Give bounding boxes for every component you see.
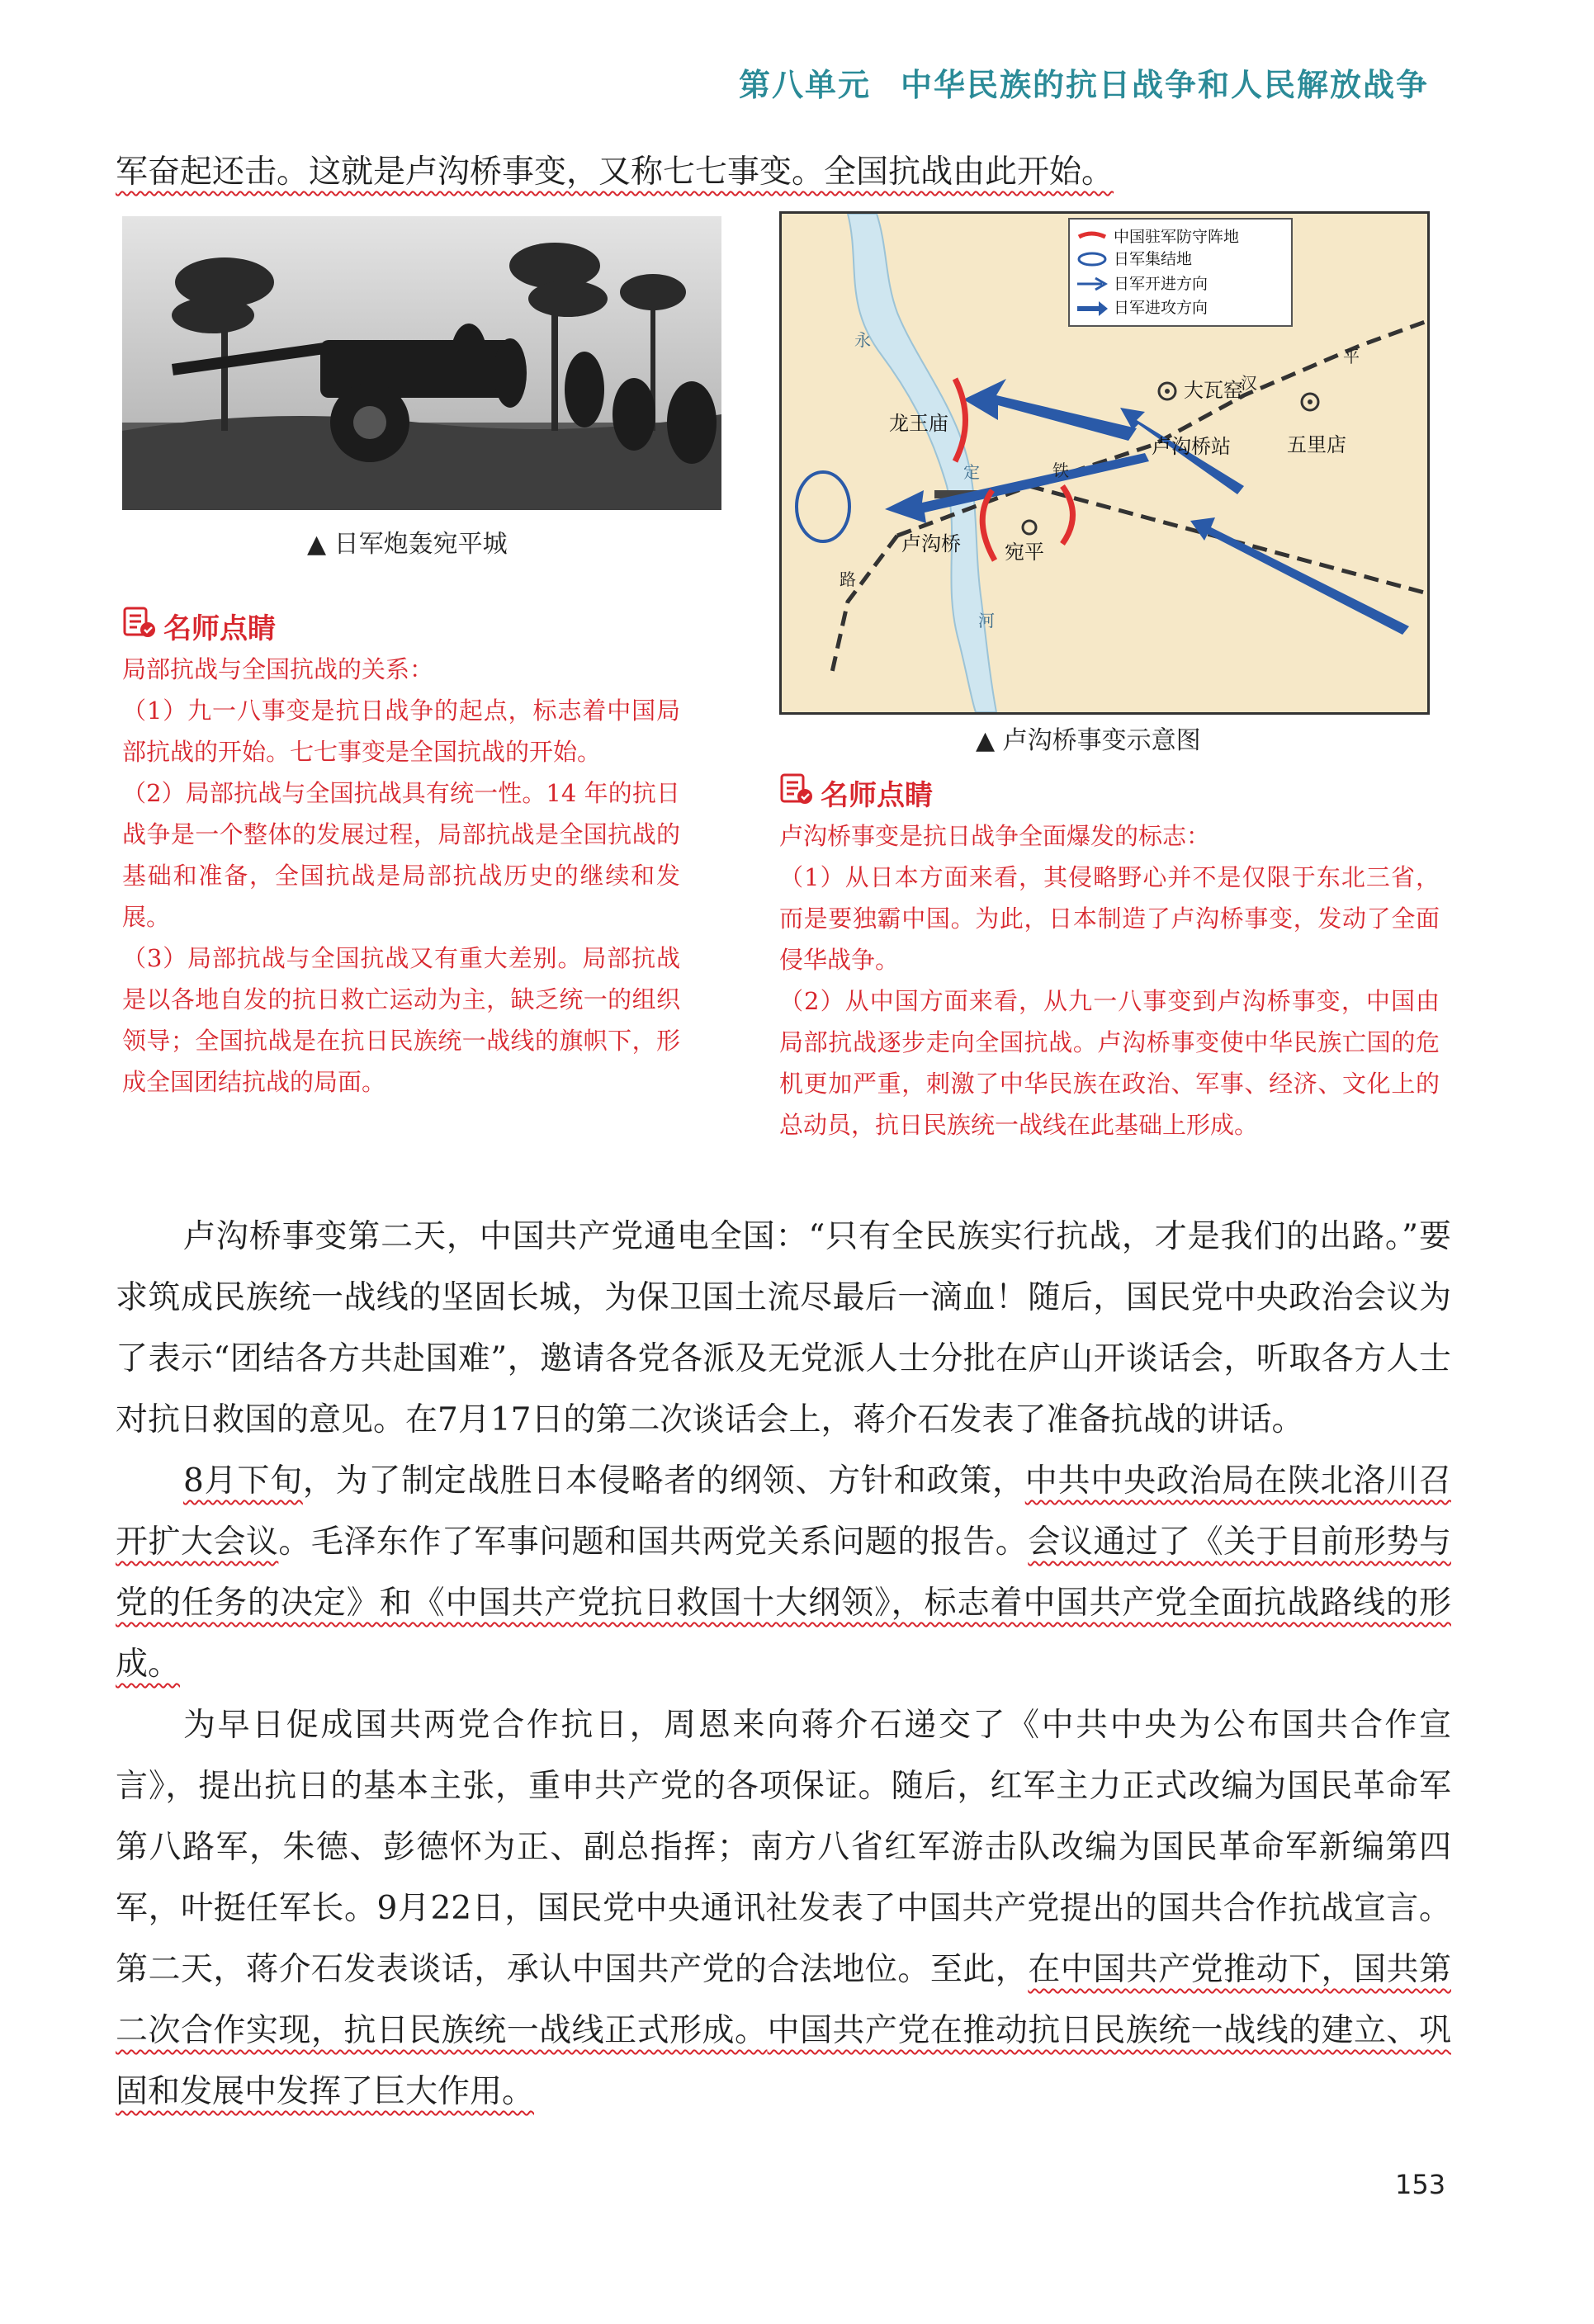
map-label-pinghan-2: 汉	[1241, 373, 1257, 393]
legend-advance: 日军开进方向	[1114, 275, 1209, 293]
tip-left-line-1: （1）九一八事变是抗日战争的起点，标志着中国局部抗战的开始。七七事变是全国抗战的开始。	[122, 697, 680, 766]
tip-right-body	[779, 815, 1440, 1145]
para2-text-b: ，为了制定战胜日本侵略者的纲领、方针和政策，	[302, 1462, 1025, 1500]
body-paragraph-3	[116, 1695, 1451, 2123]
unit-label: 第八单元	[738, 67, 871, 103]
body-paragraph-1: 卢沟桥事变第二天，中国共产党通电全国：“只有全民族实行抗战，才是我们的出路。”要求筑成民族统一战线的坚固长城，为保卫国土流尽最后一滴血！随后，国民党中央政治会议为了表示“团结各方共赴国难”，邀请各党各派及无党派人士分批在庐山开谈话会，听取各方人士对抗日救国的意见。在7月17日的第二次谈话会上，蒋介石发表了准备抗战的讲话。	[116, 1218, 1451, 1438]
map-legend	[1069, 219, 1292, 326]
map-label-wanping: 宛平	[1005, 541, 1044, 564]
tip-left-title	[122, 606, 276, 646]
para2-text-d: 。毛泽东作了军事问题和国共两党关系问题的报告。	[278, 1523, 1029, 1561]
note-icon	[122, 606, 157, 646]
para2-decision: 会议通过了《关于目前形势与党的任务的决定》和《中国共产党抗日救国十大纲领》，标志着中国共产党全面抗战路线的形成。	[116, 1523, 1451, 1683]
unit-title: 中华民族的抗日战争和人民解放战争	[900, 67, 1429, 103]
tip-left-line-2: （2）局部抗战与全国抗战具有统一性。14 年的抗日战争是一个整体的发展过程，局部抗战是全国抗战的基础和准备，全国抗战是局部抗战历史的继续和发展。	[122, 779, 680, 931]
map-label-river-3: 河	[978, 611, 995, 631]
tip-left-line-0: 局部抗战与全国抗战的关系：	[122, 655, 434, 683]
lugouqiao-map	[779, 211, 1430, 715]
artillery-photo	[122, 216, 721, 510]
map-label-lugouqiao-station: 卢沟桥站	[1152, 435, 1231, 458]
map-label-rail-2: 路	[840, 569, 856, 589]
map-label-lugouqiao: 卢沟桥	[901, 532, 961, 555]
map-label-river-2: 定	[963, 462, 980, 482]
tip-left-body	[122, 649, 680, 1103]
chapter-header	[739, 59, 1429, 105]
para2-meeting: 中共中央政治局在陕北洛川召开扩大会议	[116, 1462, 1451, 1561]
map-label-river-1: 永	[854, 330, 871, 350]
legend-attack: 日军进攻方向	[1114, 299, 1209, 317]
map-label-pinghan-1: 平	[1343, 347, 1360, 366]
tip-right-line-2: （2）从中国方面来看，从九一八事变到卢沟桥事变，中国由局部抗战逐步走向全国抗战。卢沟桥事变使中华民族亡国的危机更加严重，刺激了中华民族在政治、军事、经济、文化上的总动员，抗日民族统一战线在此基础上形成。	[779, 987, 1440, 1139]
map-caption: ▲ 卢沟桥事变示意图	[976, 726, 1201, 755]
photo-caption: ▲ 日军炮轰宛平城	[307, 530, 508, 559]
map-label-wulidian: 五里店	[1287, 433, 1346, 456]
tip-right-title-text: 名师点睛	[821, 779, 933, 812]
para3-united-front: 在中国共产党推动下，国共第二次合作实现，抗日民族统一战线正式形成。	[116, 1951, 1451, 2049]
artillery-photo-image	[122, 216, 721, 510]
tip-left-line-3: （3）局部抗战与全国抗战又有重大差别。局部抗战是以各地自发的抗日救亡运动为主，缺乏统一的组织领导；全国抗战是在抗日民族统一战线的旗帜下，形成全国团结抗战的局面。	[122, 944, 680, 1096]
tip-left-title-text: 名师点睛	[163, 612, 276, 645]
legend-concentration: 日军集结地	[1114, 250, 1193, 268]
body-paragraph-2	[116, 1451, 1451, 1695]
map-label-rail-1: 铁	[1052, 461, 1069, 480]
tip-right-line-1: （1）从日本方面来看，其侵略野心并不是仅限于东北三省，而是要独霸中国。为此，日本制造了卢沟桥事变，发动了全面侵华战争。	[779, 863, 1440, 974]
intro-underlined: 军奋起还击。这就是卢沟桥事变，又称七七事变。	[116, 154, 825, 191]
tip-right-title	[779, 772, 933, 813]
intro-underlined-2: 全国抗战由此开始。	[824, 154, 1114, 191]
legend-defense: 中国驻军防守阵地	[1114, 228, 1240, 246]
para3-role: 中国共产党在推动抗日民族统一战线的建立、巩固和发展中发挥了巨大作用。	[116, 2012, 1451, 2110]
note-icon	[779, 772, 814, 813]
tip-right-line-0: 卢沟桥事变是抗日战争全面爆发的标志：	[779, 822, 1211, 850]
page-number: 153	[1395, 2169, 1446, 2200]
map-label-longwangmiao: 龙王庙	[889, 412, 948, 435]
map-label-dawayao: 大瓦窑	[1184, 379, 1243, 402]
para2-date: 8月下旬	[183, 1462, 303, 1500]
map-svg	[782, 214, 1427, 712]
para3-text-a: 为早日促成国共两党合作抗日，周恩来向蒋介石递交了《中共中央为公布国共合作宣言》，提出抗日的基本主张，重申共产党的各项保证。随后，红军主力正式改编为国民革命军第八路军，朱德、彭德怀为正、副总指挥；南方八省红军游击队改编为国民革命军新编第四军，叶挺任军长。9月22日，国民党中央通讯社发表了中国共产党提出的国共合作抗战宣言。第二天，蒋介石发表谈话，承认中国共产党的合法地位。至此，	[116, 1707, 1451, 1988]
intro-paragraph	[116, 142, 1451, 203]
